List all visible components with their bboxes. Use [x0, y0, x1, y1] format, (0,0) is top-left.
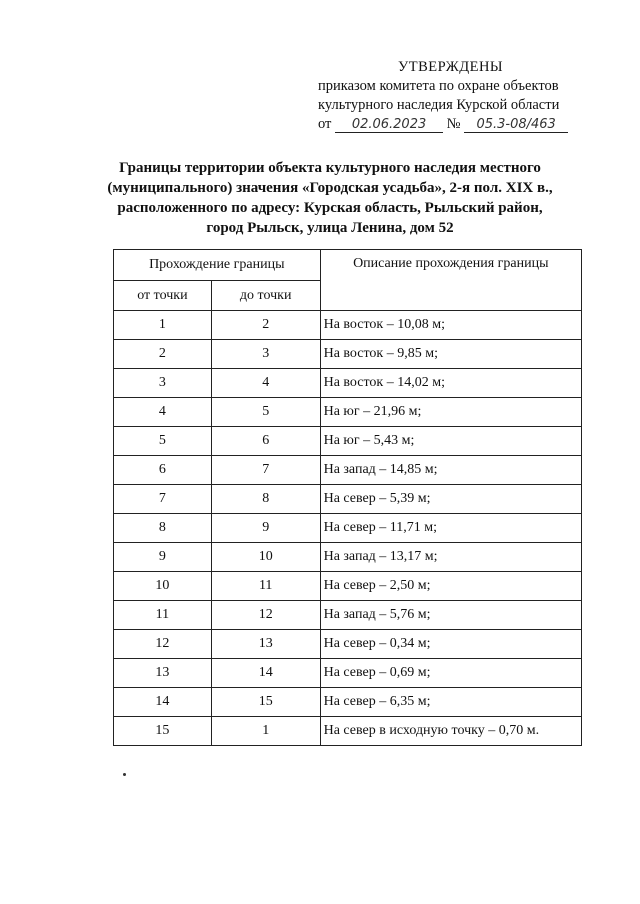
- to-point-cell: 2: [211, 311, 320, 340]
- from-point-cell: 4: [114, 398, 212, 427]
- date-prefix: от: [318, 116, 332, 132]
- table-row: [114, 659, 582, 688]
- description-cell: На север – 0,34 м;: [320, 630, 581, 659]
- from-point-cell: 15: [114, 717, 212, 746]
- description-cell: На север – 11,71 м;: [320, 514, 581, 543]
- from-point-cell: 7: [114, 485, 212, 514]
- description-cell: На запад – 14,85 м;: [320, 456, 581, 485]
- from-point-cell: 8: [114, 514, 212, 543]
- handwritten-order-number: 05.3-08/463: [464, 117, 568, 133]
- table-row: [114, 398, 582, 427]
- description-cell: На запад – 5,76 м;: [320, 601, 581, 630]
- description-cell: На север в исходную точку – 0,70 м.: [320, 717, 581, 746]
- approval-line-1: приказом комитета по охране объектов: [318, 78, 559, 94]
- description-cell: На север – 5,39 м;: [320, 485, 581, 514]
- to-point-cell: 10: [211, 543, 320, 572]
- description-cell: На север – 6,35 м;: [320, 688, 581, 717]
- handwritten-date: 02.06.2023: [335, 117, 443, 133]
- approval-date-line: [318, 115, 618, 134]
- header-from-point: от точки: [114, 281, 212, 311]
- table-row: [114, 456, 582, 485]
- to-point-cell: 14: [211, 659, 320, 688]
- boundary-table: [113, 249, 582, 746]
- to-point-cell: 1: [211, 717, 320, 746]
- description-cell: На юг – 5,43 м;: [320, 427, 581, 456]
- table-row: [114, 369, 582, 398]
- from-point-cell: 1: [114, 311, 212, 340]
- table-row: [114, 572, 582, 601]
- table-body: [114, 311, 582, 746]
- from-point-cell: 11: [114, 601, 212, 630]
- table-row: [114, 543, 582, 572]
- to-point-cell: 4: [211, 369, 320, 398]
- table-row: [114, 630, 582, 659]
- approval-line-2: культурного наследия Курской области: [318, 97, 560, 113]
- description-cell: На север – 2,50 м;: [320, 572, 581, 601]
- to-point-cell: 12: [211, 601, 320, 630]
- table-row: [114, 514, 582, 543]
- description-cell: На восток – 14,02 м;: [320, 369, 581, 398]
- table-row: [114, 311, 582, 340]
- table-row: [114, 601, 582, 630]
- from-point-cell: 13: [114, 659, 212, 688]
- to-point-cell: 9: [211, 514, 320, 543]
- to-point-cell: 8: [211, 485, 320, 514]
- from-point-cell: 12: [114, 630, 212, 659]
- stray-mark: [123, 773, 126, 776]
- header-to-point: до точки: [211, 281, 320, 311]
- header-description: Описание прохождения границы: [320, 250, 581, 311]
- title-line: город Рыльск, улица Ленина, дом 52: [206, 220, 454, 236]
- description-cell: На север – 0,69 м;: [320, 659, 581, 688]
- to-point-cell: 13: [211, 630, 320, 659]
- from-point-cell: 2: [114, 340, 212, 369]
- from-point-cell: 3: [114, 369, 212, 398]
- from-point-cell: 6: [114, 456, 212, 485]
- title-line: (муниципального) значения «Городская усадьба», 2-я пол. XIX в.,: [107, 180, 553, 196]
- from-point-cell: 5: [114, 427, 212, 456]
- table-row: [114, 717, 582, 746]
- title-line: расположенного по адресу: Курская область, Рыльский район,: [117, 200, 543, 216]
- to-point-cell: 6: [211, 427, 320, 456]
- header-boundary-passage: Прохождение границы: [114, 250, 321, 281]
- table-row: [114, 427, 582, 456]
- approval-title: УТВЕРЖДЕНЫ: [398, 59, 504, 75]
- from-point-cell: 10: [114, 572, 212, 601]
- table-row: [114, 688, 582, 717]
- table-row: [114, 340, 582, 369]
- number-sign: №: [446, 116, 461, 132]
- approval-block: [318, 58, 618, 134]
- table-row: [114, 485, 582, 514]
- from-point-cell: 14: [114, 688, 212, 717]
- description-cell: На запад – 13,17 м;: [320, 543, 581, 572]
- to-point-cell: 3: [211, 340, 320, 369]
- to-point-cell: 5: [211, 398, 320, 427]
- description-cell: На восток – 9,85 м;: [320, 340, 581, 369]
- document-title: [100, 158, 560, 238]
- to-point-cell: 11: [211, 572, 320, 601]
- from-point-cell: 9: [114, 543, 212, 572]
- to-point-cell: 15: [211, 688, 320, 717]
- title-line: Границы территории объекта культурного наследия местного: [119, 160, 541, 176]
- description-cell: На восток – 10,08 м;: [320, 311, 581, 340]
- to-point-cell: 7: [211, 456, 320, 485]
- description-cell: На юг – 21,96 м;: [320, 398, 581, 427]
